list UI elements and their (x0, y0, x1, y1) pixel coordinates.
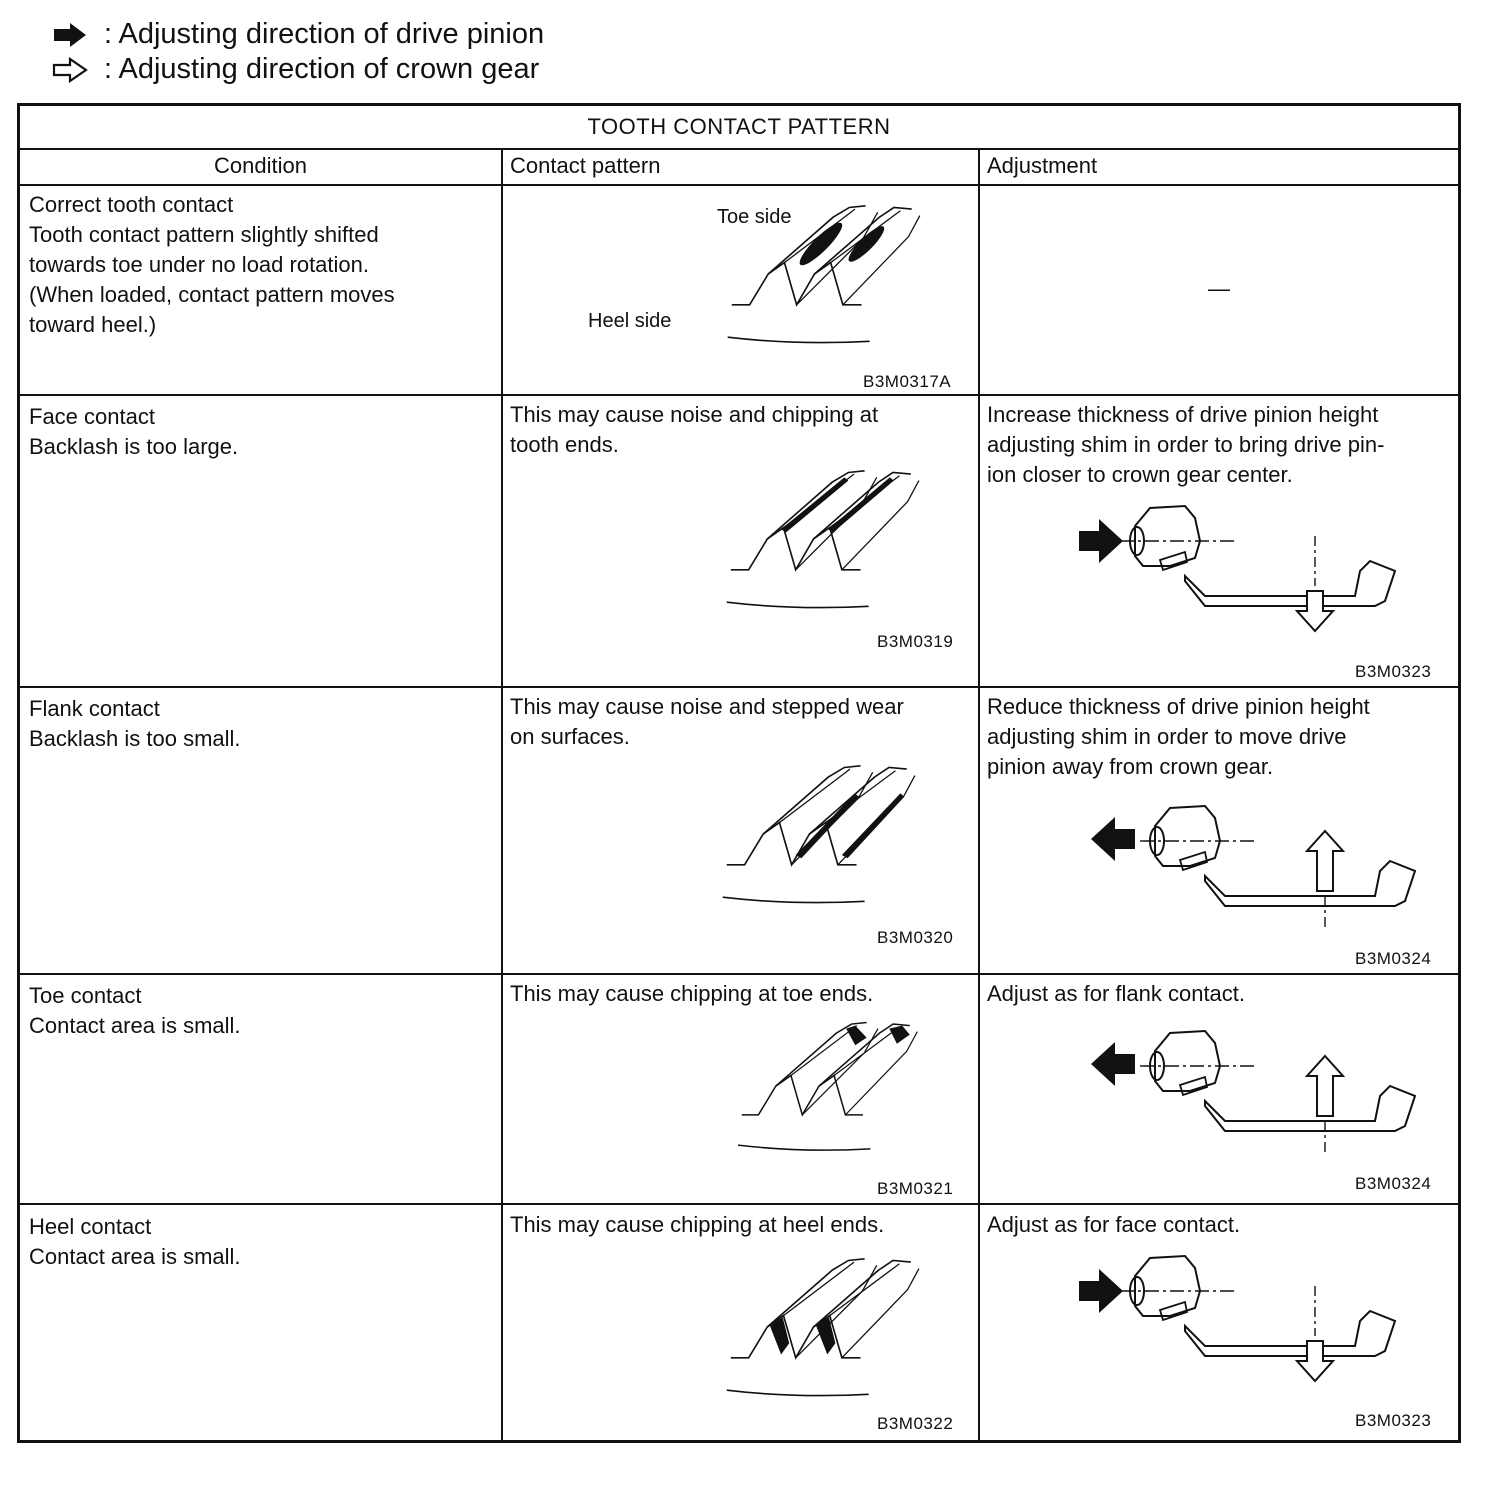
condition-title: Toe contact (29, 983, 142, 1008)
condition-line: Tooth contact pattern slightly shifted (29, 222, 379, 247)
condition-title: Heel contact (29, 1214, 152, 1239)
adjustment-line: Adjust as for face contact. (987, 1212, 1241, 1237)
adjustment-line: adjusting shim in order to bring drive pin- (987, 432, 1385, 457)
figure-code: B3M0323 (1355, 662, 1432, 681)
figure-code: B3M0324 (1355, 1174, 1432, 1193)
figure-code: B3M0323 (1355, 1411, 1432, 1430)
figure-code: B3M0317A (863, 372, 952, 391)
heel-side-label: Heel side (588, 310, 672, 332)
table-title: TOOTH CONTACT PATTERN (20, 106, 1458, 150)
condition-line: Contact area is small. (29, 1244, 241, 1269)
drive-pinion-arrow-icon (1091, 1042, 1135, 1086)
contact-line: This may cause chipping at heel ends. (510, 1212, 885, 1237)
adjustment-text (987, 400, 1384, 490)
tooth-contact-table (17, 103, 1461, 1443)
condition-line: toward heel.) (29, 312, 157, 337)
contact-line: tooth ends. (510, 432, 619, 457)
flank-contact-figure (700, 761, 940, 911)
drive-pinion-arrow-icon (1091, 817, 1135, 861)
adjustment-text (987, 979, 1245, 1009)
toe-adjustment-figure (1085, 1021, 1425, 1161)
condition-title: Face contact (29, 404, 155, 429)
adjustment-line: pinion away from crown gear. (987, 754, 1274, 779)
figure-code: B3M0322 (877, 1414, 954, 1433)
table-row-face-condition (29, 402, 238, 462)
header-adjustment: Adjustment (987, 153, 1098, 178)
condition-title: Correct tooth contact (29, 192, 234, 217)
heel-adjustment-figure (1075, 1236, 1415, 1396)
condition-line: Backlash is too large. (29, 434, 239, 459)
legend-crown-gear (52, 53, 539, 86)
drive-pinion-arrow-icon (1079, 519, 1123, 563)
heel-contact-figure (710, 1254, 930, 1404)
toe-side-label: Toe side (717, 206, 792, 228)
legend-drive-pinion-text: : Adjusting direction of drive pinion (104, 18, 545, 50)
legend-drive-pinion (52, 18, 544, 51)
flank-adjustment-figure (1085, 796, 1425, 936)
table-row-toe-condition (29, 981, 241, 1041)
table-row-flank-condition (29, 694, 241, 754)
contact-line: This may cause noise and chipping at (510, 402, 879, 427)
adjustment-line: Adjust as for flank contact. (987, 981, 1246, 1006)
solid-arrow-icon (52, 22, 88, 48)
condition-line: towards toe under no load rotation. (29, 252, 370, 277)
outline-arrow-icon (52, 57, 88, 83)
adjustment-none: — (1208, 276, 1230, 301)
header-condition: Condition (214, 153, 307, 178)
table-row-correct-condition (29, 190, 395, 340)
adjustment-line: ion closer to crown gear center. (987, 462, 1293, 487)
condition-line: (When loaded, contact pattern moves (29, 282, 395, 307)
condition-title: Flank contact (29, 696, 160, 721)
table-row-heel-condition (29, 1212, 241, 1272)
face-contact-figure (705, 466, 935, 616)
correct-contact-figure (700, 201, 950, 351)
drive-pinion-arrow-icon (1079, 1269, 1123, 1313)
contact-line: This may cause chipping at toe ends. (510, 981, 874, 1006)
toe-contact-figure (710, 1018, 940, 1158)
figure-code: B3M0324 (1355, 949, 1432, 968)
crown-gear-arrow-icon (1307, 831, 1343, 891)
figure-code: B3M0320 (877, 928, 954, 947)
crown-gear-arrow-icon (1307, 1056, 1343, 1116)
condition-line: Backlash is too small. (29, 726, 241, 751)
adjustment-line: adjusting shim in order to move drive (987, 724, 1347, 749)
header-contact-pattern: Contact pattern (510, 153, 661, 178)
contact-text (510, 692, 904, 752)
adjustment-line: Reduce thickness of drive pinion height (987, 694, 1370, 719)
condition-line: Contact area is small. (29, 1013, 241, 1038)
adjustment-text (987, 692, 1370, 782)
adjustment-line: Increase thickness of drive pinion height (987, 402, 1379, 427)
contact-text (510, 979, 873, 1009)
contact-line: This may cause noise and stepped wear (510, 694, 904, 719)
contact-text (510, 1210, 884, 1240)
face-adjustment-figure (1075, 486, 1415, 646)
contact-line: on surfaces. (510, 724, 630, 749)
contact-text (510, 400, 878, 460)
figure-code: B3M0319 (877, 632, 954, 651)
legend-crown-gear-text: : Adjusting direction of crown gear (104, 53, 540, 85)
figure-code: B3M0321 (877, 1179, 954, 1198)
